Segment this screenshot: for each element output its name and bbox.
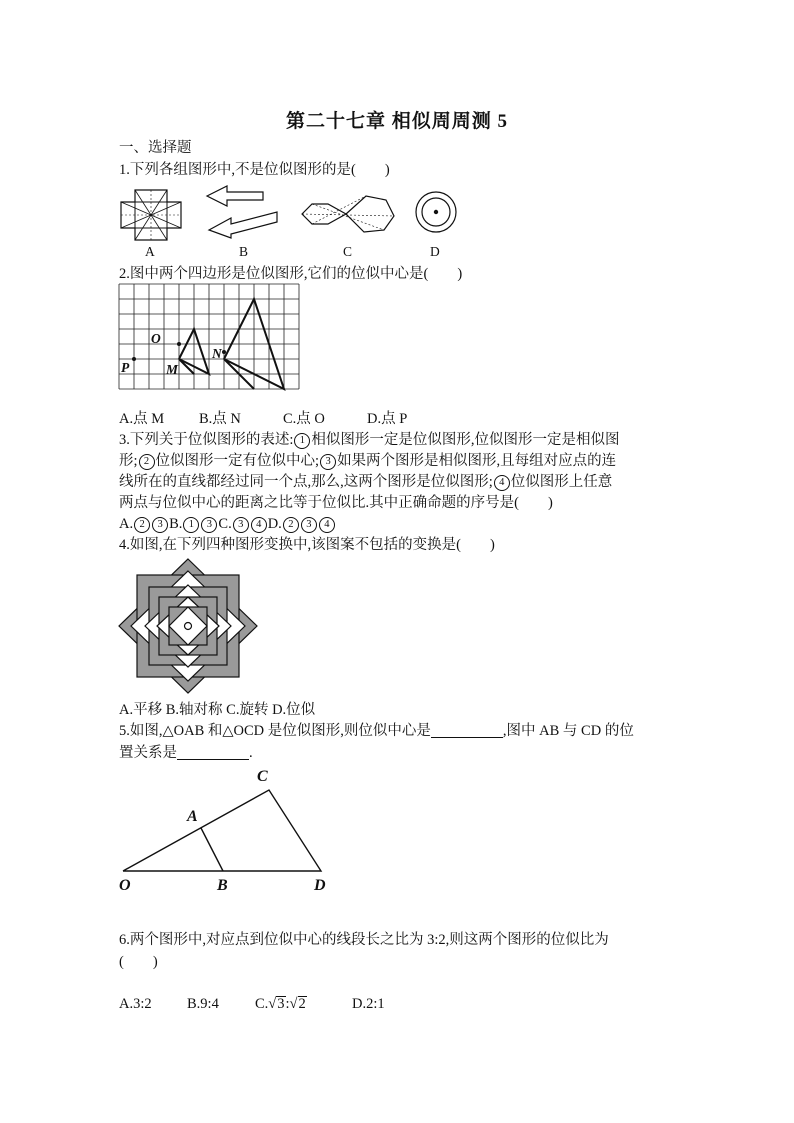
circled-number-1: 1: [294, 433, 310, 449]
circled-number-2: 2: [139, 454, 155, 470]
q1-label-c: C: [343, 244, 353, 259]
q6-options: [119, 994, 385, 1015]
q1-stem: 1.下列各组图形中,不是位似图形的是( ): [119, 162, 390, 178]
q2-options: [119, 409, 407, 430]
q5-point-d: D: [314, 877, 326, 894]
q5-point-o: O: [119, 877, 131, 894]
q1-figure-d: [414, 190, 458, 234]
q3-line-1: 3.下列关于位似图形的表述: 1 相似图形一定是位似图形,位似图形一定是相似图: [119, 432, 620, 448]
q6-option-c: C.√3:√2: [255, 996, 306, 1012]
q6-option-a: A.3:2: [119, 996, 152, 1012]
q5-point-a: A: [187, 808, 198, 825]
circled-number-4: 4: [494, 475, 510, 491]
q2-point-n: N: [212, 346, 222, 361]
q6-option-d: D.2:1: [352, 996, 385, 1012]
section-heading: 一、选择题: [119, 140, 192, 156]
q2-point-m: M: [166, 362, 179, 377]
q2-option-c: C.点 O: [283, 411, 325, 427]
q1-label-a: A: [145, 244, 155, 259]
q1-figure-c: [300, 192, 396, 236]
q6-line-2: ( ): [119, 954, 158, 970]
q2-point-o: O: [151, 331, 161, 346]
q2-option-b: B.点 N: [199, 411, 241, 427]
q4-options: A.平移 B.轴对称 C.旋转 D.位似: [119, 702, 316, 718]
circled-number-3: 3: [320, 454, 336, 470]
q5-answer-blank-2[interactable]: [177, 744, 249, 760]
q3-options: A. 2 3 B. 1 3 C. 3 4 D. 2 3 4: [119, 514, 336, 535]
q1-figure-a: [119, 188, 183, 242]
q1-figure-b: [205, 184, 281, 240]
q5-answer-blank-1[interactable]: [431, 722, 503, 738]
q3-line-4: 两点与位似中心的距离之比等于位似比.其中正确命题的序号是( ): [119, 495, 553, 511]
q5-triangle-figure: [119, 766, 339, 896]
q4-stem: 4.如图,在下列四种图形变换中,该图案不包括的变换是( ): [119, 537, 495, 553]
q2-grid-figure: [119, 284, 301, 390]
q5-point-c: C: [257, 768, 268, 785]
q2-option-d: D.点 P: [367, 411, 408, 427]
q2-point-p: P: [121, 360, 130, 375]
q6-option-b: B.9:4: [187, 996, 219, 1012]
q1-label-b: B: [239, 244, 249, 259]
sqrt-symbol: √: [289, 996, 298, 1012]
q6-line-1: 6.两个图形中,对应点到位似中心的线段长之比为 3:2,则这两个图形的位似比为: [119, 932, 609, 948]
q4-pattern-figure: [119, 559, 257, 693]
q2-stem: 2.图中两个四边形是位似图形,它们的位似中心是( ): [119, 266, 463, 282]
q3-line-3: 线所在的直线都经过同一个点,那么,这两个图形是位似图形; 4 位似图形上任意: [119, 474, 613, 490]
q5-line-1: 5.如图,△OAB 和△OCD 是位似图形,则位似中心是 ,图中 AB 与 CD 的位: [119, 723, 634, 739]
q2-option-a: A.点 M: [119, 411, 165, 427]
q5-point-b: B: [217, 877, 228, 894]
page-title: 第二十七章 相似周周测 5: [285, 111, 508, 132]
sqrt-symbol: √: [268, 996, 277, 1012]
q5-line-2: 置关系是 .: [119, 745, 253, 761]
q1-label-d: D: [430, 244, 440, 259]
q3-line-2: 形; 2 位似图形一定有位似中心; 3 如果两个图形是相似图形,且每组对应点的连: [119, 453, 617, 469]
